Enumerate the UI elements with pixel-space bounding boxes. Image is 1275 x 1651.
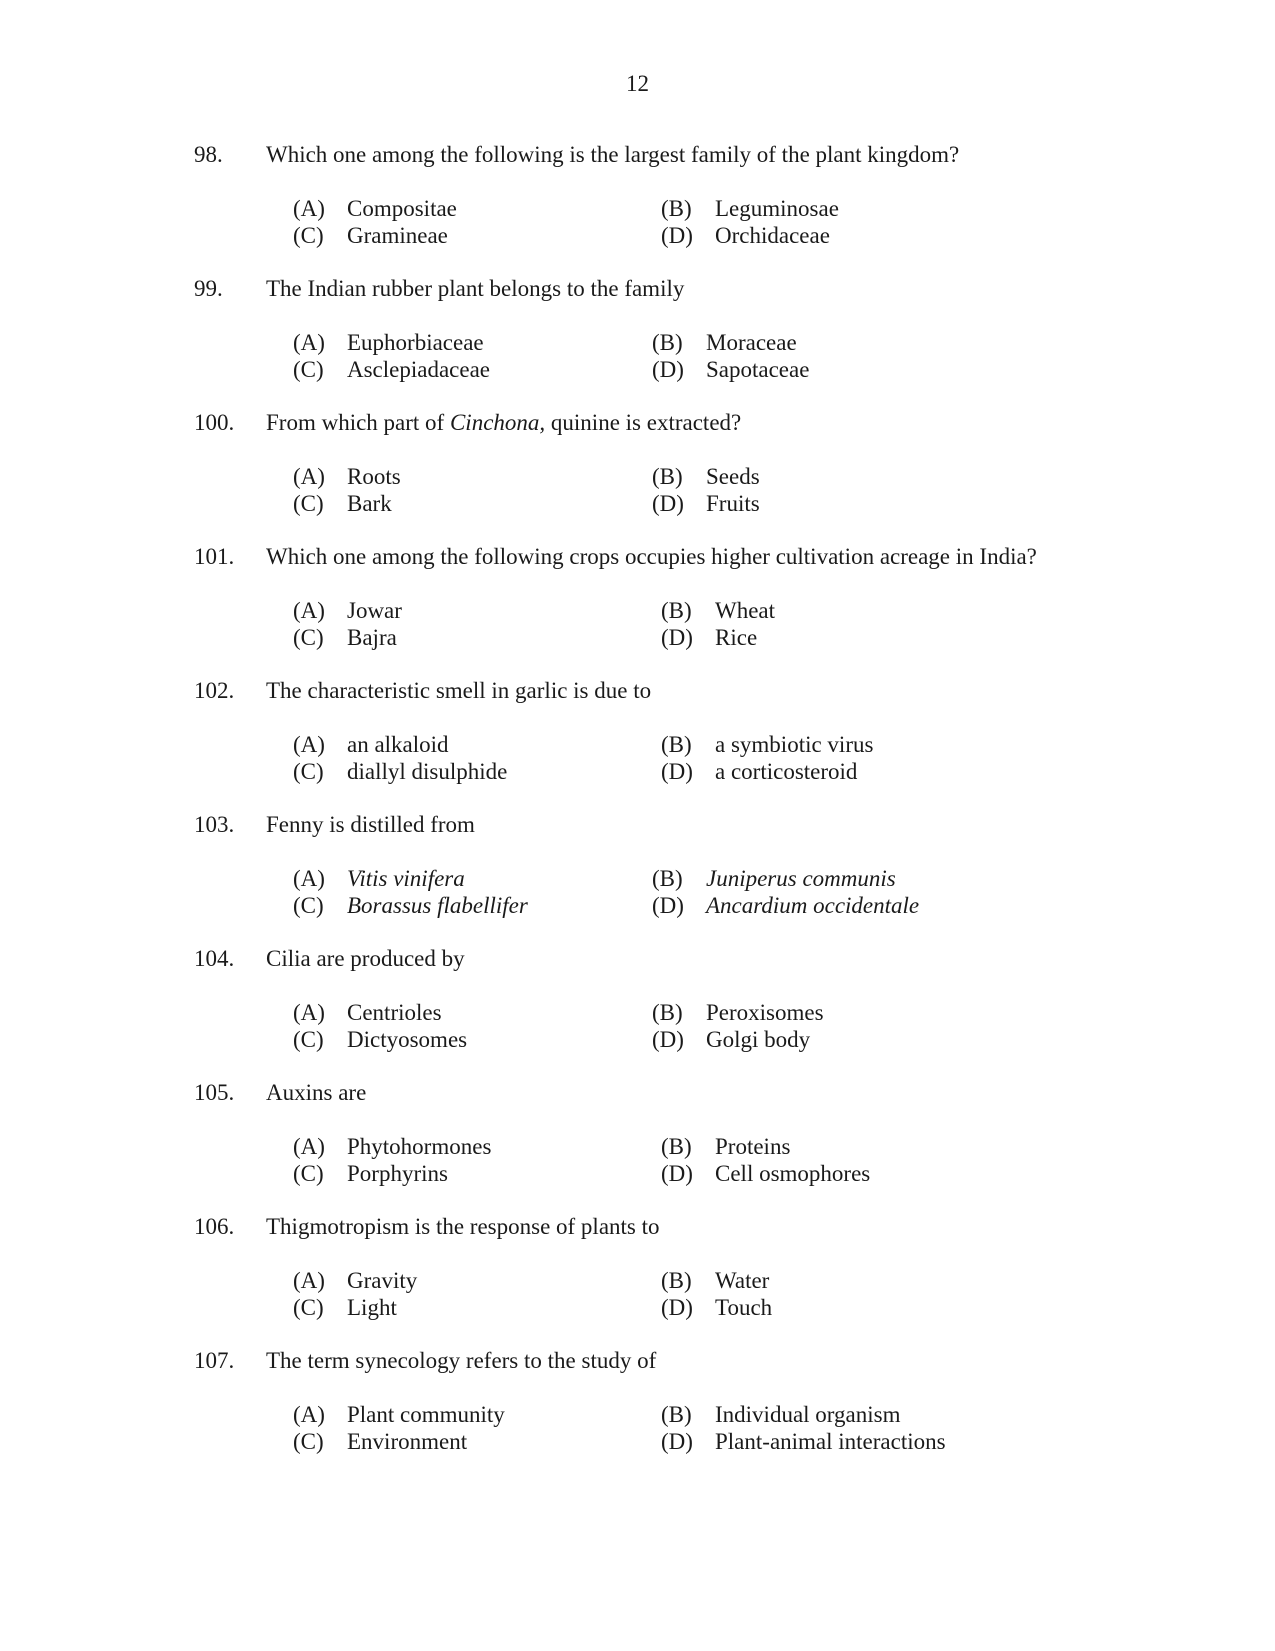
option-text: Orchidaceae	[715, 223, 830, 248]
option-text: Euphorbiaceae	[347, 330, 484, 355]
option-text: Rice	[715, 625, 758, 650]
option-text: Ancardium occidentale	[706, 893, 920, 918]
option-text: Plant-animal interactions	[715, 1429, 946, 1454]
option-letter: (A)	[293, 1402, 325, 1427]
question-number: 98.	[194, 142, 223, 167]
option-text: Golgi body	[706, 1027, 811, 1052]
option-letter: (B)	[652, 866, 683, 891]
option-letter: (A)	[293, 732, 325, 757]
question-text: The characteristic smell in garlic is due to	[266, 678, 652, 703]
question-number: 105.	[194, 1080, 235, 1105]
question-number: 106.	[194, 1214, 235, 1239]
option-text: Wheat	[715, 598, 776, 623]
option-text: Roots	[347, 464, 401, 489]
option-letter: (C)	[293, 625, 324, 650]
option-text: a symbiotic virus	[715, 732, 874, 757]
option-letter: (C)	[293, 223, 324, 248]
option-text: Phytohormones	[347, 1134, 492, 1159]
option-text: Fruits	[706, 491, 760, 516]
question-text-italic: Cinchona,	[449, 410, 546, 435]
option-text: a corticosteroid	[715, 759, 858, 784]
option-letter: (B)	[661, 732, 692, 757]
option-letter: (D)	[661, 1295, 693, 1320]
question-text: Which one among the following crops occupies higher cultivation acreage in India?	[266, 544, 1037, 569]
option-letter: (A)	[293, 866, 325, 891]
option-text: Environment	[347, 1429, 468, 1454]
option-letter: (A)	[293, 464, 325, 489]
question-text: Auxins are	[266, 1080, 367, 1105]
question-text-part: From which part of	[266, 410, 450, 435]
question-104	[0, 945, 1275, 1065]
option-letter: (C)	[293, 357, 324, 382]
question-text	[266, 409, 741, 436]
option-text: Moraceae	[706, 330, 797, 355]
option-letter: (D)	[652, 491, 684, 516]
option-text: Asclepiadaceae	[347, 357, 491, 382]
option-letter: (B)	[661, 1402, 692, 1427]
option-text: Juniperus communis	[706, 866, 896, 891]
option-text: Vitis vinifera	[347, 866, 465, 891]
option-text: Light	[347, 1295, 397, 1320]
question-106	[0, 1213, 1275, 1333]
page-number: 12	[626, 71, 649, 96]
option-letter: (D)	[652, 893, 684, 918]
option-letter: (C)	[293, 1027, 324, 1052]
option-letter: (C)	[293, 1161, 324, 1186]
option-text: Sapotaceae	[706, 357, 810, 382]
option-letter: (B)	[661, 1134, 692, 1159]
option-letter: (C)	[293, 893, 324, 918]
question-101	[0, 543, 1275, 663]
question-number: 101.	[194, 544, 235, 569]
question-number: 103.	[194, 812, 235, 837]
option-text: Bark	[347, 491, 392, 516]
question-100	[0, 409, 1275, 529]
option-letter: (C)	[293, 1295, 324, 1320]
option-text: Centrioles	[347, 1000, 442, 1025]
option-letter: (D)	[661, 223, 693, 248]
question-103	[0, 811, 1275, 931]
option-letter: (B)	[652, 1000, 683, 1025]
option-letter: (A)	[293, 330, 325, 355]
question-99	[0, 275, 1275, 395]
question-98	[0, 141, 1275, 261]
option-letter: (C)	[293, 1429, 324, 1454]
option-letter: (B)	[661, 196, 692, 221]
question-text-part: quinine is extracted?	[545, 410, 742, 435]
option-text: Touch	[715, 1295, 773, 1320]
option-text: Plant community	[347, 1402, 505, 1427]
question-text: The Indian rubber plant belongs to the family	[266, 276, 685, 301]
option-letter: (D)	[652, 357, 684, 382]
question-text: Thigmotropism is the response of plants to	[266, 1214, 660, 1239]
option-text: Water	[715, 1268, 770, 1293]
option-letter: (D)	[661, 1429, 693, 1454]
option-text: diallyl disulphide	[347, 759, 508, 784]
question-105	[0, 1079, 1275, 1199]
option-letter: (A)	[293, 1134, 325, 1159]
option-letter: (B)	[661, 598, 692, 623]
option-text: Individual organism	[715, 1402, 901, 1427]
option-text: Dictyosomes	[347, 1027, 468, 1052]
question-text: Fenny is distilled from	[266, 812, 475, 837]
option-letter: (B)	[652, 464, 683, 489]
question-text: Which one among the following is the largest family of the plant kingdom?	[266, 142, 960, 167]
option-letter: (A)	[293, 1268, 325, 1293]
question-number: 100.	[194, 410, 235, 435]
option-text: Leguminosae	[715, 196, 839, 221]
option-text: Gramineae	[347, 223, 448, 248]
option-text: Compositae	[347, 196, 457, 221]
option-letter: (D)	[661, 759, 693, 784]
option-letter: (D)	[661, 1161, 693, 1186]
question-107	[0, 1347, 1275, 1467]
option-text: Proteins	[715, 1134, 791, 1159]
option-text: Porphyrins	[347, 1161, 448, 1186]
question-number: 99.	[194, 276, 223, 301]
option-letter: (B)	[652, 330, 683, 355]
option-text: Borassus flabellifer	[347, 893, 528, 918]
option-text: Jowar	[347, 598, 402, 623]
option-text: Gravity	[347, 1268, 418, 1293]
question-number: 102.	[194, 678, 235, 703]
question-text: Cilia are produced by	[266, 946, 465, 971]
option-text: Seeds	[706, 464, 760, 489]
question-102	[0, 677, 1275, 797]
option-letter: (A)	[293, 196, 325, 221]
option-letter: (D)	[652, 1027, 684, 1052]
option-letter: (D)	[661, 625, 693, 650]
option-letter: (C)	[293, 759, 324, 784]
option-letter: (B)	[661, 1268, 692, 1293]
option-letter: (A)	[293, 598, 325, 623]
option-letter: (C)	[293, 491, 324, 516]
question-number: 107.	[194, 1348, 235, 1373]
option-text: Peroxisomes	[706, 1000, 824, 1025]
question-number: 104.	[194, 946, 235, 971]
option-letter: (A)	[293, 1000, 325, 1025]
option-text: an alkaloid	[347, 732, 449, 757]
question-text: The term synecology refers to the study of	[266, 1348, 657, 1373]
option-text: Cell osmophores	[715, 1161, 871, 1186]
option-text: Bajra	[347, 625, 397, 650]
